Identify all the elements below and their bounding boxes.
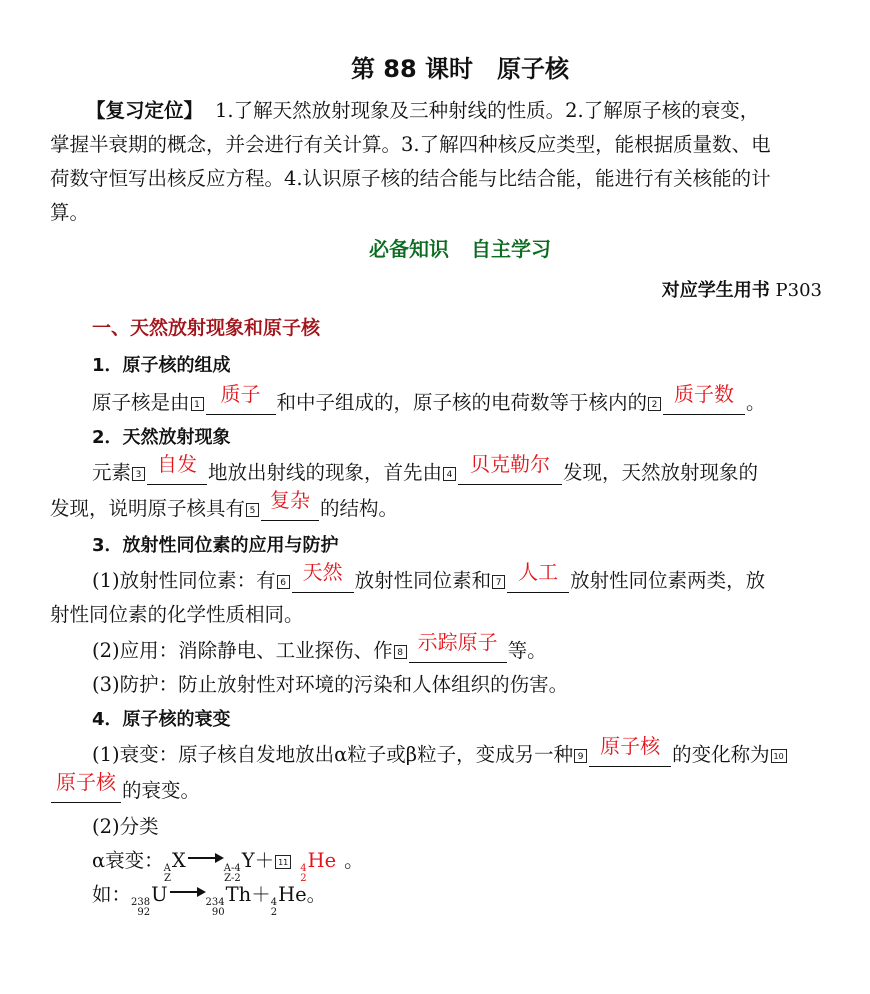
para-isotopes-protection: (3)防护：防止放射性对环境的污染和人体组织的伤害。: [92, 673, 569, 696]
answer-blank-8: 示踪原子: [409, 636, 507, 663]
answer-blank-2: 质子数: [663, 388, 745, 415]
heading-radioactivity: 2．天然放射现象: [92, 427, 231, 448]
lesson-topic: 原子核: [497, 55, 570, 83]
para-radioactivity-1: 元素 3 自发 地放出射线的现象，首先由 4 贝克勒尔 发现，天然放射现象的: [92, 452, 759, 484]
review-line-3: 荷数守恒写出核反应方程。4.认识原子核的结合能与比结合能，能进行有关核能的计: [50, 167, 771, 190]
review-line-4: 算。: [50, 201, 90, 224]
blank-number-7: 7: [492, 575, 505, 589]
para-decay-1: (1)衰变：原子核自发地放出α粒子或β粒子，变成另一种 9 原子核 的变化称为 10: [92, 740, 868, 770]
reference: 对应学生用书 P303: [661, 280, 822, 301]
answer-blank-7: 人工: [507, 566, 569, 593]
blank-number-8: 8: [394, 645, 407, 659]
review-line-1: 【复习定位】 1.了解天然放射现象及三种射线的性质。2.了解原子核的衰变，: [86, 99, 760, 122]
answer-blank-1: 质子: [206, 388, 276, 415]
para-isotopes-1: (1)放射性同位素：有 6 天然 放射性同位素和 7 人工 放射性同位素两类，放: [92, 560, 766, 592]
blank-number-9: 9: [574, 749, 587, 763]
example-equation: 如： 238 92 U 234 90 Th＋ 4 2 He。: [92, 883, 327, 918]
answer-blank-4: 贝克勒尔: [458, 458, 562, 485]
blank-number-5: 5: [246, 503, 259, 517]
alpha-decay-equation: α衰变： A Z X A-4 Z-2 Y＋ 11 4 2 He 。: [92, 846, 868, 884]
blank-number-10: 10: [771, 749, 787, 763]
para-radioactivity-2: 发现，说明原子核具有 5 复杂 的结构。: [50, 488, 399, 520]
blank-number-11: 11: [275, 855, 291, 869]
blank-number-1: 1: [191, 397, 204, 411]
para-composition: 原子核是由 1 质子 和中子组成的，原子核的电荷数等于核内的 2 质子数 。: [92, 382, 766, 414]
heading-composition: 1．原子核的组成: [92, 355, 231, 376]
blank-number-6: 6: [277, 575, 290, 589]
answer-blank-5: 复杂: [261, 494, 319, 521]
lesson-number: 第 88 课时: [350, 55, 474, 83]
heading-classification: (2)分类: [92, 815, 159, 838]
reaction-arrow-icon: [168, 886, 206, 898]
section-heading: 必备知识 自主学习: [369, 237, 551, 261]
review-label: 【复习定位】: [86, 99, 204, 122]
lesson-title: [0, 52, 870, 86]
blank-number-2: 2: [648, 397, 661, 411]
heading-isotopes: 3．放射性同位素的应用与防护: [92, 535, 339, 556]
answer-blank-9: 原子核: [589, 740, 671, 767]
part1-heading: 一、天然放射现象和原子核: [92, 317, 321, 339]
answer-blank-6: 天然: [292, 566, 354, 593]
para-isotopes-2: 射性同位素的化学性质相同。: [50, 603, 304, 626]
answer-blank-10: 原子核: [51, 776, 121, 803]
answer-blank-11: 4 2 He: [300, 849, 337, 884]
review-line-2: 掌握半衰期的概念，并会进行有关计算。3.了解四种核反应类型，能根据质量数、电: [50, 133, 771, 156]
blank-number-4: 4: [443, 467, 456, 481]
para-isotopes-use: (2)应用：消除静电、工业探伤、作 8 示踪原子 等。: [92, 630, 547, 662]
heading-decay: 4．原子核的衰变: [92, 709, 231, 730]
answer-blank-3: 自发: [147, 458, 207, 485]
blank-number-3: 3: [132, 467, 145, 481]
reaction-arrow-icon: [186, 852, 224, 864]
para-decay-2: 原子核 的衰变。: [50, 776, 826, 806]
